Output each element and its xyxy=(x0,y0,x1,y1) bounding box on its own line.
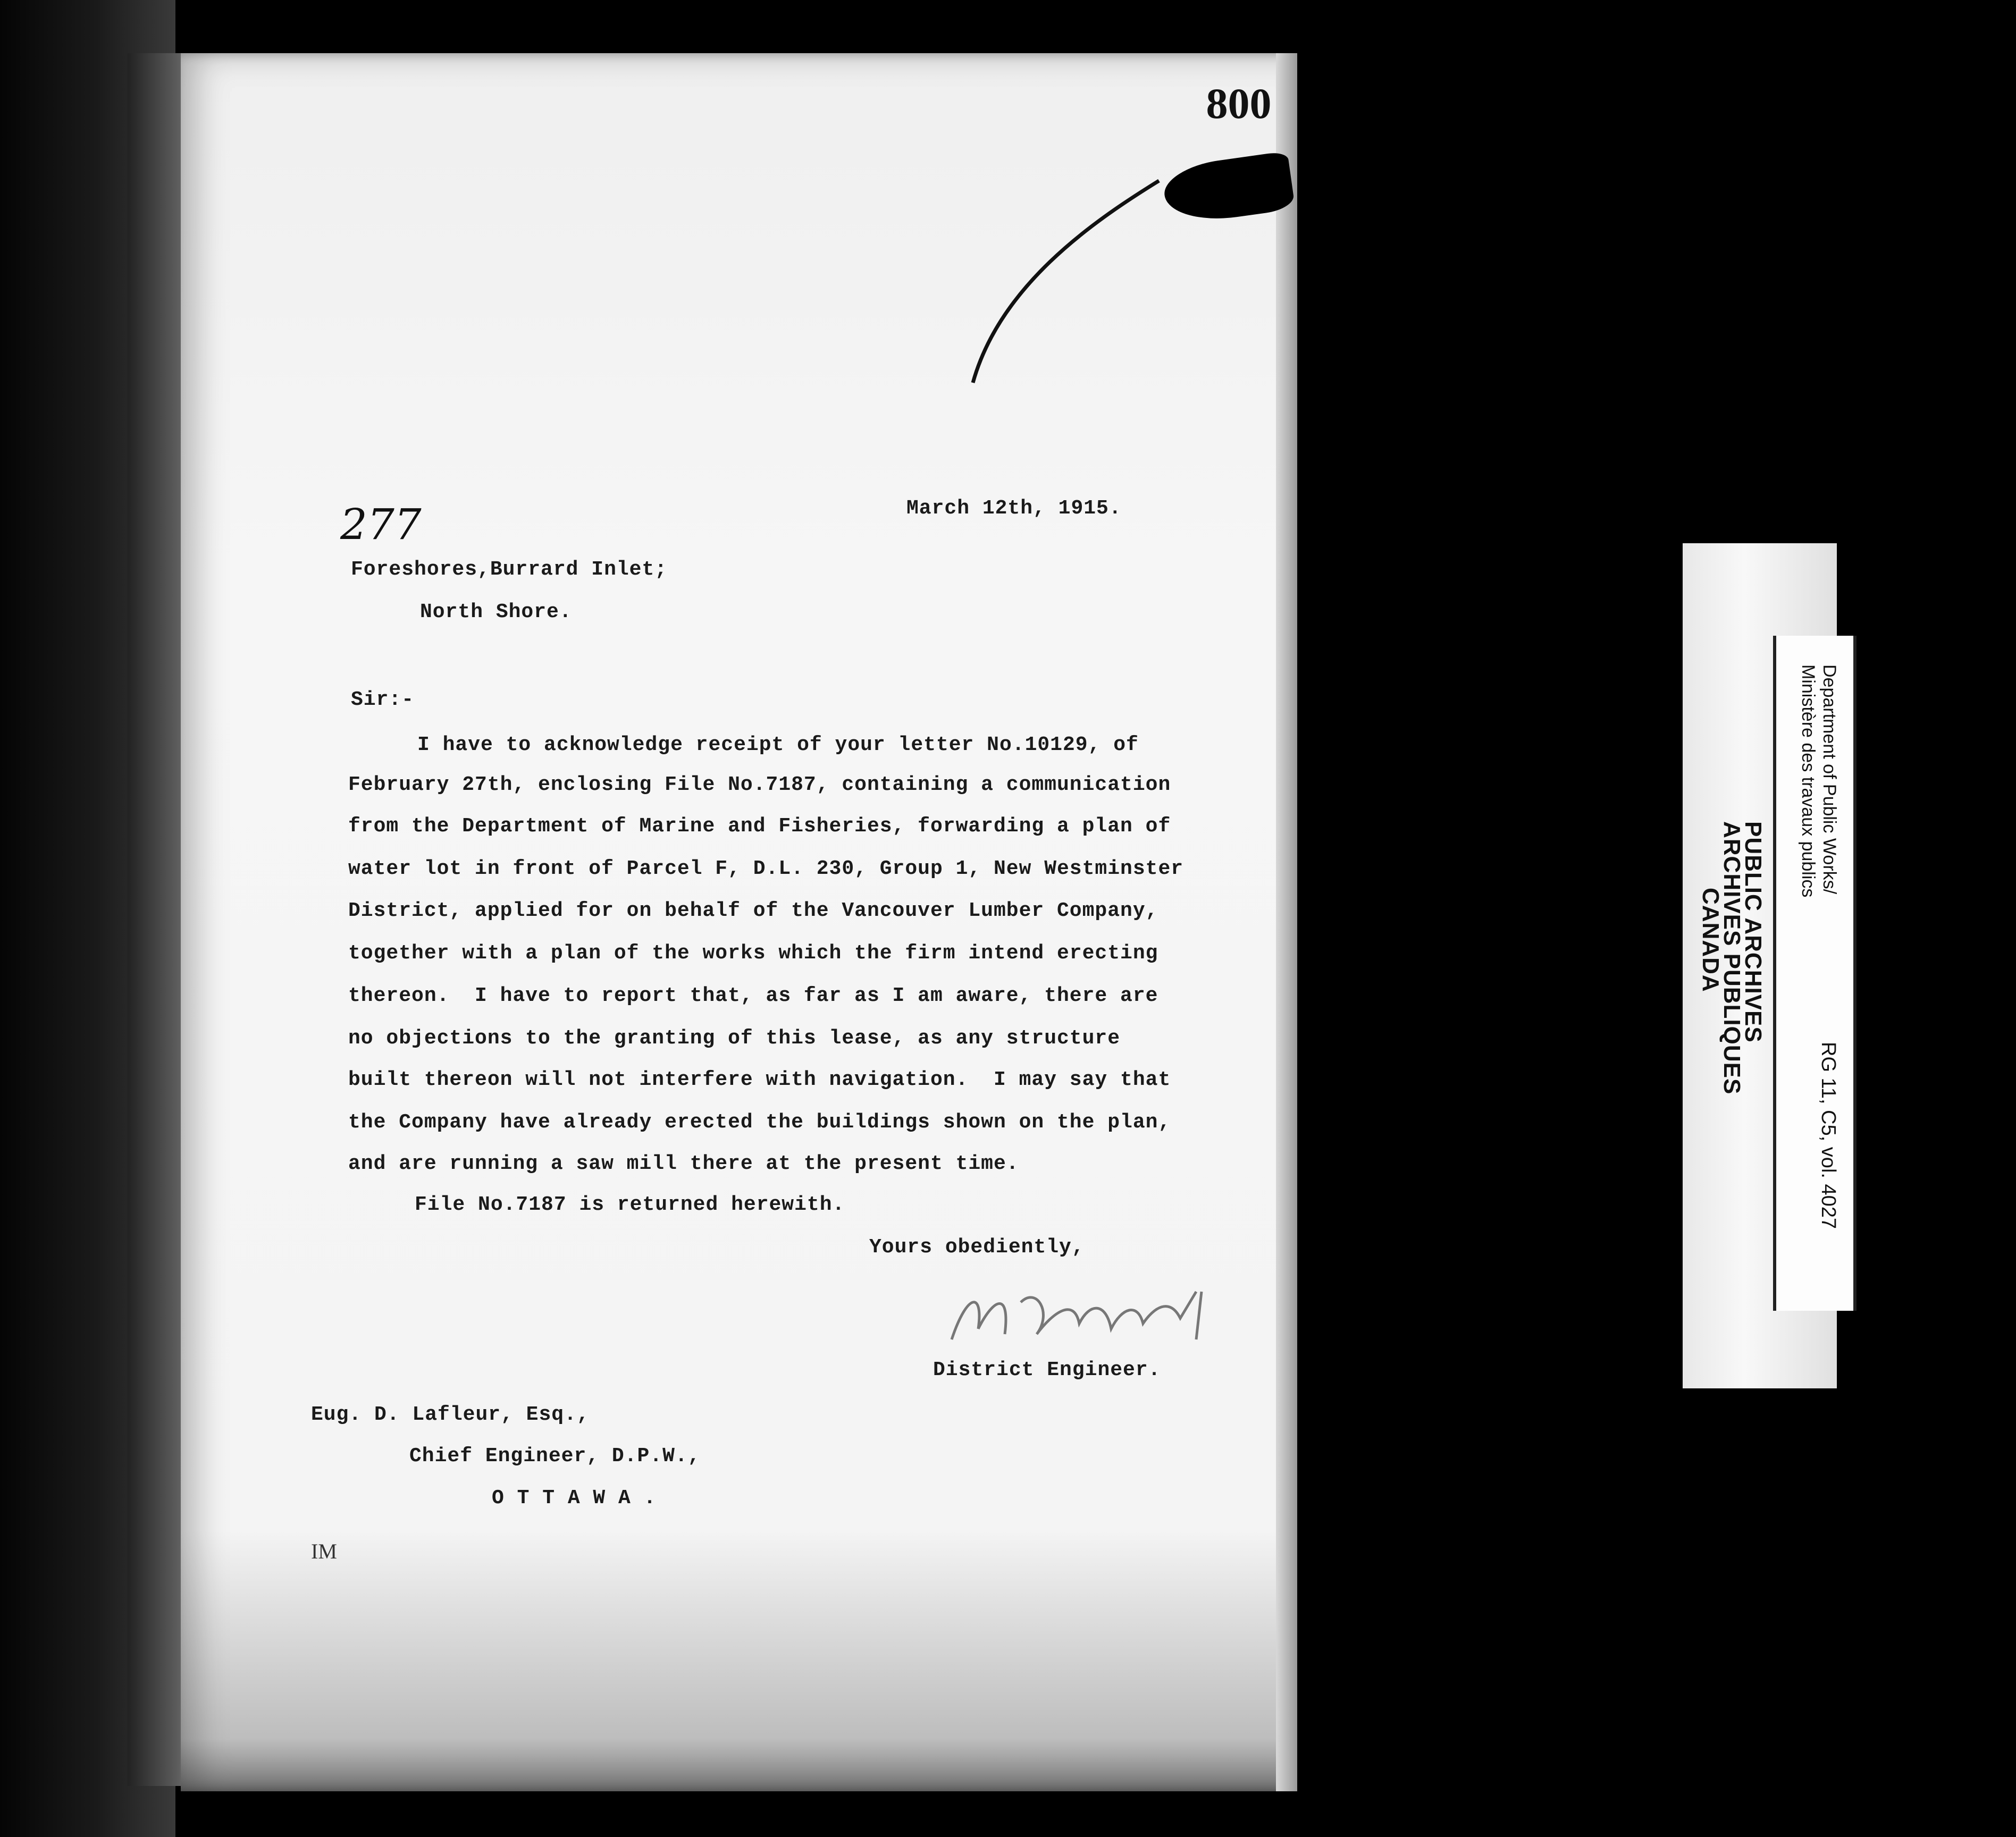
recipient-city: O T T A W A . xyxy=(492,1487,657,1510)
label-reference: RG 11, C5, vol. 4027 xyxy=(1817,1042,1839,1229)
body-line: built thereon will not interfere with navigation. I may say that xyxy=(348,1068,1171,1091)
label-country: CANADA xyxy=(1698,888,1724,992)
label-department-fr: Ministère des travaux publics xyxy=(1798,664,1818,898)
pen-curve-mark xyxy=(957,170,1223,393)
body-line: from the Department of Marine and Fisheries, forwarding a plan of xyxy=(348,815,1171,838)
sheet-right-edge xyxy=(1276,53,1297,1791)
typist-initials: IM xyxy=(311,1539,337,1563)
folio-number: 800 xyxy=(1206,79,1272,128)
salutation: Sir:- xyxy=(351,688,415,711)
label-archives-fr: ARCHIVES PUBLIQUES xyxy=(1719,821,1745,1095)
recipient-name: Eug. D. Lafleur, Esq., xyxy=(311,1403,590,1426)
label-department-en: Department of Public Works/ xyxy=(1819,664,1839,895)
body-line: and are running a saw mill there at the present time. xyxy=(348,1152,1019,1175)
body-line: I have to acknowledge receipt of your letter No.10129, of xyxy=(417,734,1139,756)
letter-date: March 12th, 1915. xyxy=(906,497,1122,520)
body-line: February 27th, enclosing File No.7187, containing a communication xyxy=(348,773,1171,796)
signature-title: District Engineer. xyxy=(933,1359,1161,1381)
body-line: the Company have already erected the buildings shown on the plan, xyxy=(348,1111,1171,1134)
body-line: District, applied for on behalf of the Vancouver Lumber Company, xyxy=(348,899,1158,922)
handwritten-number: 277 xyxy=(340,500,422,549)
body-line: no objections to the granting of this lease, as any structure xyxy=(348,1027,1121,1050)
returned-line: File No.7187 is returned herewith. xyxy=(415,1193,845,1216)
handwritten-signature xyxy=(946,1281,1223,1355)
closing: Yours obediently, xyxy=(869,1236,1085,1259)
body-line: thereon. I have to report that, as far as I am aware, there are xyxy=(348,984,1158,1007)
label-archives-en: PUBLIC ARCHIVES xyxy=(1740,821,1766,1043)
body-line: together with a plan of the works which the firm intend erecting xyxy=(348,942,1158,965)
subject-line-2: North Shore. xyxy=(420,601,572,623)
subject-line-1: Foreshores,Burrard Inlet; xyxy=(351,558,668,581)
recipient-title: Chief Engineer, D.P.W., xyxy=(409,1445,701,1468)
body-line: water lot in front of Parcel F, D.L. 230, Group 1, New Westminster xyxy=(348,857,1184,880)
